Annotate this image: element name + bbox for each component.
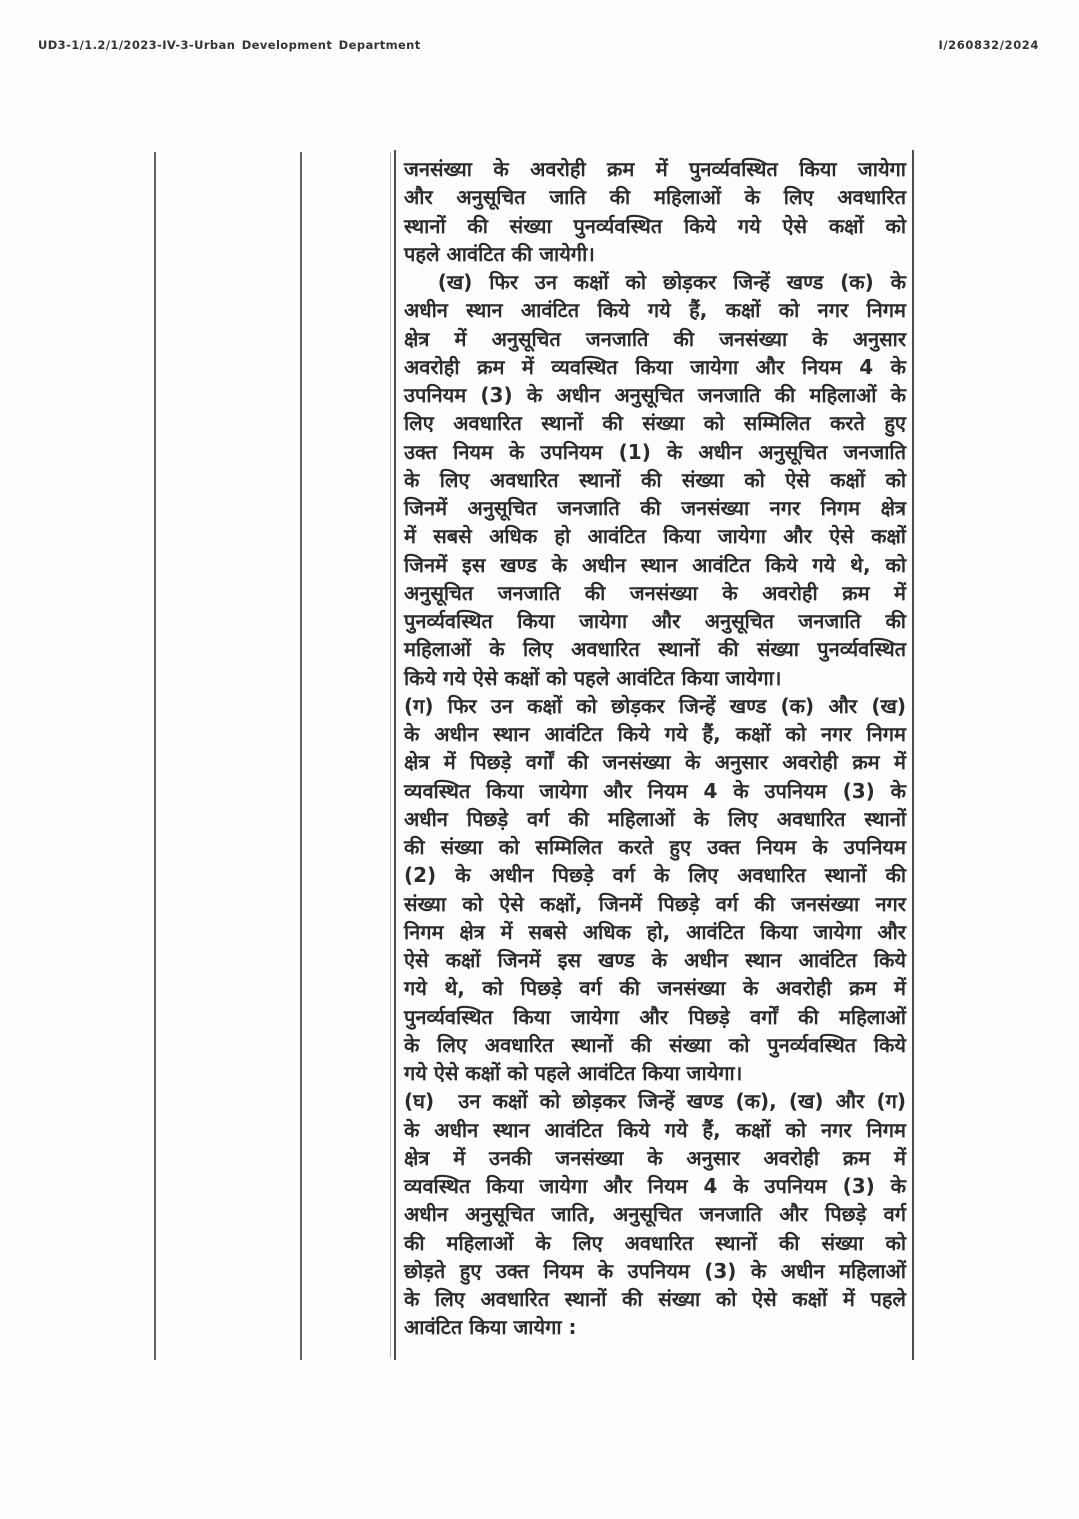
body-line: में सबसे अधिक हो आवंटित किया जायेगा और ऐसे कक्षों (404, 524, 906, 549)
body-line: के लिए अवधारित स्थानों की संख्या को ऐसे कक्षों को (404, 467, 906, 492)
body-line: क्षेत्र में उनकी जनसंख्या के अनुसार अवरोही क्रम में (404, 1145, 906, 1170)
body-line: स्थानों की संख्या पुनर्व्यवस्थित किये गये ऐसे कक्षों को (404, 213, 906, 238)
body-line: के लिए अवधारित स्थानों की संख्या को ऐसे कक्षों में पहले (404, 1287, 906, 1311)
body-line: अधीन स्थान आवंटित किये गये हैं, कक्षों को नगर निगम (404, 298, 906, 323)
body-line: निगम क्षेत्र में सबसे अधिक हो, आवंटित किया जायेगा और (404, 919, 906, 944)
body-line: और अनुसूचित जाति की महिलाओं के लिए अवधारित (404, 185, 906, 210)
body-line: पुनर्व्यवस्थित किया जायेगा और पिछड़े वर्गों की महिलाओं (404, 1004, 906, 1029)
body-line: के अधीन स्थान आवंटित किये गये हैं, कक्षों को नगर निगम (404, 722, 906, 746)
body-line: (ख) फिर उन कक्षों को छोड़कर जिन्हें खण्ड (क) के (404, 270, 906, 294)
body-line: छोड़ते हुए उक्त नियम के उपनियम (3) के अधीन महिलाओं (404, 1258, 906, 1283)
body-line: (ग) फिर उन कक्षों को छोड़कर जिन्हें खण्ड (क) और (ख) (404, 693, 906, 718)
body-line: की संख्या को सम्मिलित करते हुए उक्त नियम के उपनियम (404, 835, 906, 859)
body-line: व्यवस्थित किया जायेगा और नियम 4 के उपनियम (3) के (404, 1174, 906, 1198)
body-line: क्षेत्र में अनुसूचित जनजाति की जनसंख्या के अनुसार (404, 326, 906, 351)
body-line: के अधीन स्थान आवंटित किये गये हैं, कक्षों को नगर निगम (404, 1117, 906, 1142)
body-line: आवंटित किया जायेगा : (404, 1315, 577, 1340)
body-line: जिनमें अनुसूचित जनजाति की जनसंख्या नगर निगम क्षेत्र (404, 496, 906, 520)
body-line: के लिए अवधारित स्थानों की संख्या को पुनर्व्यवस्थित किये (404, 1032, 906, 1057)
body-line: अनुसूचित जनजाति की जनसंख्या के अवरोही क्रम में (404, 580, 906, 605)
text-column-outer-rule (390, 152, 391, 1358)
body-line: क्षेत्र में पिछड़े वर्गों की जनसंख्या के अनुसार अवरोही क्रम में (404, 750, 906, 775)
body-line: जिनमें इस खण्ड के अधीन स्थान आवंटित किये गये थे, को (404, 552, 906, 577)
body-line: अधीन पिछड़े वर्ग की महिलाओं के लिए अवधारित स्थानों (404, 806, 906, 831)
body-line: (2) के अधीन पिछड़े वर्ग के लिए अवधारित स्थानों की (404, 863, 906, 888)
body-line: गये थे, को पिछड़े वर्ग की जनसंख्या के अवरोही क्रम में (404, 976, 906, 1001)
body-line: जनसंख्या के अवरोही क्रम में पुनर्व्यवस्थित किया जायेगा (404, 157, 906, 181)
header-document-number: I/260832/2024 (938, 38, 1039, 52)
body-line: पहले आवंटित की जायेगी। (404, 241, 595, 266)
body-line: उक्त नियम के उपनियम (1) के अधीन अनुसूचित जनजाति (404, 439, 906, 464)
body-line: पुनर्व्यवस्थित किया जायेगा और अनुसूचित जनजाति की (404, 609, 906, 633)
body-text-column (394, 150, 914, 1360)
table-column-divider-2 (300, 152, 302, 1360)
body-line: उपनियम (3) के अधीन अनुसूचित जनजाति की महिलाओं के (404, 383, 906, 407)
body-line: गये ऐसे कक्षों को पहले आवंटित किया जायेगा। (404, 1061, 743, 1085)
body-line: की महिलाओं के लिए अवधारित स्थानों की संख्या को (404, 1230, 906, 1255)
body-line: अधीन अनुसूचित जाति, अनुसूचित जनजाति और पिछड़े वर्ग (404, 1202, 906, 1227)
body-line: संख्या को ऐसे कक्षों, जिनमें पिछड़े वर्ग की जनसंख्या नगर (404, 891, 906, 916)
table-column-divider-1 (154, 152, 156, 1360)
body-line: किये गये ऐसे कक्षों को पहले आवंटित किया जायेगा। (404, 665, 782, 690)
body-line: ऐसे कक्षों जिनमें इस खण्ड के अधीन स्थान आवंटित किये (404, 948, 906, 972)
header-file-number: UD3-1/1.2/1/2023-IV-3-Urban Development Department (38, 38, 421, 52)
body-line: व्यवस्थित किया जायेगा और नियम 4 के उपनियम (3) के (404, 778, 906, 803)
body-line: (घ) उन कक्षों को छोड़कर जिन्हें खण्ड (क), (ख) और (ग) (404, 1089, 906, 1114)
body-line: अवरोही क्रम में व्यवस्थित किया जायेगा और नियम 4 के (404, 354, 906, 379)
body-line: लिए अवधारित स्थानों की संख्या को सम्मिलित करते हुए (404, 411, 906, 436)
body-line: महिलाओं के लिए अवधारित स्थानों की संख्या पुनर्व्यवस्थित (404, 637, 906, 662)
